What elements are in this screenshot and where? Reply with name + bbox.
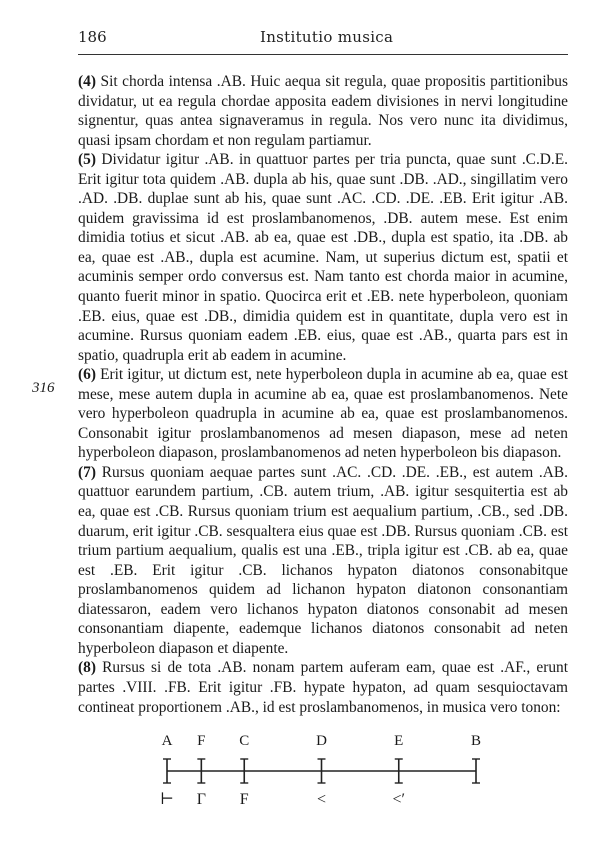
paragraph-number: (4) bbox=[78, 73, 96, 90]
page-number: 186 bbox=[78, 28, 107, 46]
paragraph-text: Sit chorda intensa .AB. Huic aequa sit regula, quae propositis partitionibus dividatur, ut ea regula chordae apposita eadem divisiones in nervi longitudine signentur, quas antea signaveramus in regula. Nos vero nunc ita dividimus, quasi ipsam chordam et non regulam partiamur. bbox=[78, 73, 568, 149]
greek-notation-sign: F bbox=[239, 791, 249, 808]
point-letter: B bbox=[470, 733, 482, 749]
greek-notation-sign: Γ bbox=[196, 791, 206, 808]
greek-notation-sign: <′ bbox=[392, 791, 406, 808]
paragraph-number: (8) bbox=[78, 659, 96, 677]
paragraph-number: (5) bbox=[78, 151, 96, 169]
point-letter: C bbox=[239, 733, 250, 749]
paragraph-number: (6) bbox=[78, 366, 96, 384]
running-title: Institutio musica bbox=[260, 28, 394, 46]
point-letter: A bbox=[161, 733, 173, 749]
point-letter: D bbox=[316, 733, 327, 749]
paragraph-text: Dividatur igitur .AB. in quattuor partes per tria puncta, quae sunt .C.D.E. Erit igitur tota quidem .AB. dupla ab his, quae sunt .DB. .AD., singillatim vero .AD. .DB. duplae sunt ab his, quae sunt .AC. .CD. .DE. .EB. Erit igitur .AB. quidem gravissima id est proslambanomenos, .DB. autem mese. Est enim dimidia totius et sicut .AB. ab ea, quae est .DB., dupla est spatio, ita .DB. ab ea, quae est .AB., dupla est acumine. Nam, ut superius dictum est, spatii et acuminis semper ordo conversus est. Nam tanto est chorda maior in acumine, quanto fuerit minor in spatio. Quocirca erit et .EB. nete hyperboleon, quoniam .EB. eius, quae est .DB., dimidia quidem est in quantitate, dupla vero est in acumine. Rursus quoniam eadem .EB. eius, quae est .AB., quarta pars est in spatio, quadrupla erit ab eadem in acumine. bbox=[78, 151, 568, 364]
paragraph-text: Erit igitur, ut dictum est, nete hyperboleon dupla in acumine ab ea, quae est mese, mese autem dupla in acumine ab ea, quae est proslambanomenos. Nete vero hyperboleon quadrupla in acumine ab ea, quae est proslambanomenos. Consonabit igitur proslambanomenos ad mesen diapason, mese ad neten hyperboleon diapason, proslambanomenos ad neten hyperboleon bis diapason. bbox=[78, 366, 568, 462]
paragraph-text: Rursus quoniam aequae partes sunt .AC. .CD. .DE. .EB., est autem .AB. quattuor earundem partium, .CB. autem trium, .AB. igitur sesquitertia est ab ea, quae est .CB. Rursus quoniam trium est aequalium partium, .CB., sed .DB. duarum, erit igitur .CB. sesqualtera eius quae est .DB. Rursus quoniam .CB. est trium partium aequalium, qualis est una .EB., tripla igitur est .CB. ab ea, quae est .EB. Erit igitur .CB. lichanos hypaton diatonos consonabitque proslambanomenos quidem ad lichanon hypaton diatonon consonantiam diatessaron, eadem vero lichanos hypaton diatonos consonabit ad mesen consonantiam diapente, eademque lichanos diatonos consonabit ad neten hyperboleon diapason et diapente. bbox=[78, 463, 568, 657]
paragraph-number: (7) bbox=[78, 463, 96, 481]
point-letter: F bbox=[197, 733, 206, 749]
margin-reference-number: 316 bbox=[32, 380, 55, 396]
paragraph-text: Rursus si de tota .AB. nonam partem auferam eam, quae est .AF., erunt partes .VIII. .FB. Erit igitur .FB. hypate hypaton, ad quam sesquioctavam contineat proportionem .AB., id est proslambanomenos, in musica vero tonon: bbox=[78, 659, 568, 716]
greek-notation-sign: < bbox=[316, 791, 327, 808]
point-letter: E bbox=[394, 733, 404, 749]
greek-notation-sign: ⊢ bbox=[160, 791, 174, 808]
